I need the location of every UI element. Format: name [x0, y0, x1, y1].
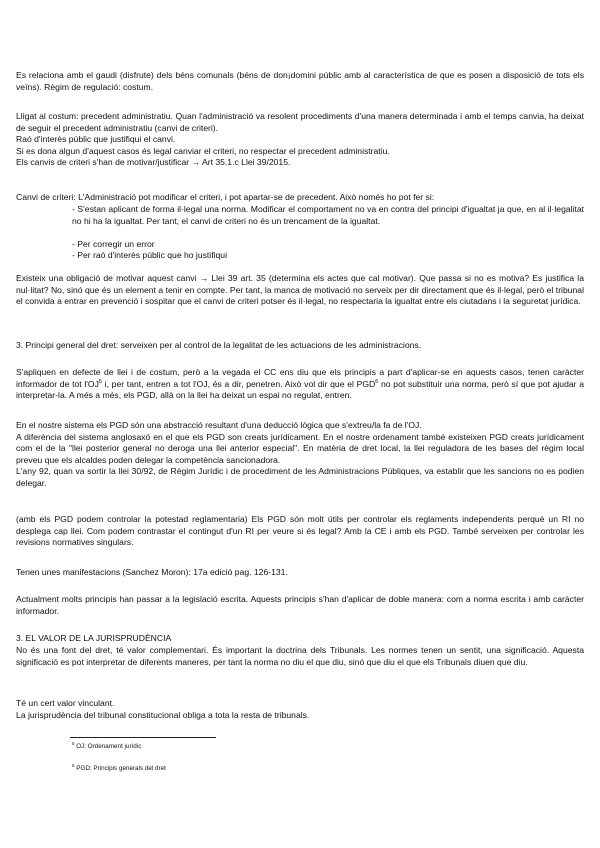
footnote-6-text: PGD: Principis generals del dret	[74, 765, 166, 772]
paragraph-valor-vinculant	[16, 698, 584, 721]
footnote-ref-5: 5	[98, 378, 102, 385]
apliquen-text-a: S'apliquen en defecte de llei i de costum, però a la vegada el CC ens diu que els principis a part d'aplicar-se en aquests casos, tenen caràcter informador de tot l'OJ	[16, 367, 584, 389]
paragraph-font-del-dret: No és una font del dret, té valor complementari. És important la doctrina dels Tribunals. Les normes tenen un sentit, una significació. Aquesta significació es pot interpretar de diferents maneres, per tant la norma no diu el que diu, sinó que diu el que els Tribunals diuen que diu.	[16, 645, 584, 667]
paragraph-bens-comunals: Es relaciona amb el gaudi (disfrute) dels béns comunals (béns de don¡domini públic amb al característica de que es posen a disposició de tots els veïns). Règim de regulació: costum.	[16, 70, 584, 92]
list-item-error: - Per corregir un error	[72, 239, 155, 249]
precedent-line-1: Lligat al costum: precedent administratiu. Quan l'administració va resolent procediments d'una manera determinada i amb el temps canvia, ha deixat de seguir el precedent administratiu (canvi de criteri).	[16, 111, 584, 133]
precedent-line-3: Si es dona algun d'aquest casos és legal canviar el criteri, no respectar el precedent administratiu.	[16, 145, 390, 156]
paragraph-canvi-criteri-intro: Canvi de criteri: L'Administració pot modificar el criteri, i pot apartar-se de precedent. Això només ho pot fer si:	[16, 192, 435, 202]
vinculant-line-2: La jurisprudència del tribunal constitucional obliga a tota la resta de tribunals.	[16, 709, 310, 720]
footnote-5-text: OJ: Ordenament jurídic	[74, 743, 142, 750]
paragraph-legislacio-escrita: Actualment molts principis han passar a la legislació escrita. Aquests principis s'han d'aplicar de doble manera: com a norma escrita i amb caràcter informador.	[16, 594, 584, 616]
footnote-separator	[70, 737, 216, 738]
list-item-interes-public: - Per raó d'interès públic que ho justifiqui	[72, 250, 227, 260]
footnote-5-number: 5	[72, 740, 75, 746]
precedent-line-4: Els canvis de criteri s'han de motivar/justificar → Art 35.1.c Llei 39/2015.	[16, 157, 291, 168]
vinculant-line-1: Té un cert valor vinculant.	[16, 698, 115, 708]
footnote-6-number: 6	[72, 762, 75, 768]
paragraph-sistema-pgd	[16, 420, 584, 490]
footnote-ref-6: 6	[375, 378, 379, 385]
heading-valor-jurisprudencia: 3. EL VALOR DE LA JURISPRUDÈNCIA	[16, 633, 172, 643]
sistema-line-3: L'any 92, quan va sortir la llei 30/92, de Règim Jurídic i de procediment de les Administracions Públiques, va establir que les sancions no es podien delegar.	[16, 466, 584, 488]
list-item-illegal: - S'estan aplicant de forma il·legal una norma. Modificar el comportament no va en contra del principi d'igualtat ja que, en al il·legalitat no hi ha la igualtat. Per tant, el canvi de criteri no és un trencament de la igualtat.	[72, 204, 584, 226]
paragraph-manifestacions: Tenen unes manifestacions (Sanchez Moron): 17a edició pag. 126-131.	[16, 567, 288, 577]
paragraph-potestad-reglamentaria: (amb els PGD podem controlar la potestad reglamentaria) Els PGD són molt útils per controlar els reglaments independents perquè un RI no desplega cap llei. Com podem contrastar el contingut d'un RI per veure si és legal? Amb la CE i amb els PGD. També serveixen per controlar les revisions normatives singulars.	[16, 514, 584, 548]
apliquen-text-b: i, per tant, entren a tot l'OJ, és a dir, penetren. Això vol dir que el PGD	[101, 378, 376, 389]
heading-principi-general: 3. Principi general del dret: serveixen per al control de la legalitat de les actuacions de les administracions.	[16, 340, 422, 350]
footnote-6	[72, 762, 166, 773]
paragraph-apliquen	[16, 367, 584, 402]
paragraph-motivar: Existeix una obligació de motivar aquest canvi → Llei 39 art. 35 (determina els actes que cal motivar). Que passa si no es motiva? Es justifica la nul·litat? No, sinó que és un element a tenir en compte. Per tant, la manca de motivació no serveix per dir directament que és il·legal, però el tribunal el convida a entrar en prevenció i sospitar que el canvi de criteri potser és il·legal, no respectaria la igualtat entre els ciutadans i la seguretat jurídica.	[16, 273, 584, 307]
paragraph-precedent	[16, 111, 584, 169]
footnote-5	[72, 740, 142, 751]
sistema-line-2: A diferència del sistema anglosaxó en el que els PGD son creats jurídicament. En el nostre ordenament també existeixen PGD creats jurídicament com el de la "llei posterior general no deroga una llei anterior especial". En matèria de dret local, la llei reguladora de les bases del règim local preveu que els alcaldes poden delegar la competència sancionadora.	[16, 431, 584, 465]
sistema-line-1: En el nostre sistema els PGD són una abstracció resultant d'una deducció lògica que s'extreu/la fa de l'OJ.	[16, 420, 422, 430]
precedent-line-2: Raó d'interès públic que justifiqui el canvi.	[16, 134, 176, 145]
apliquen-text-c: no pot substituir una norma, però sí que pot ajudar a interpretar-la. A més a més, els PGD, allà on la llei ha deixat un espai no regulat, entren.	[16, 378, 584, 401]
